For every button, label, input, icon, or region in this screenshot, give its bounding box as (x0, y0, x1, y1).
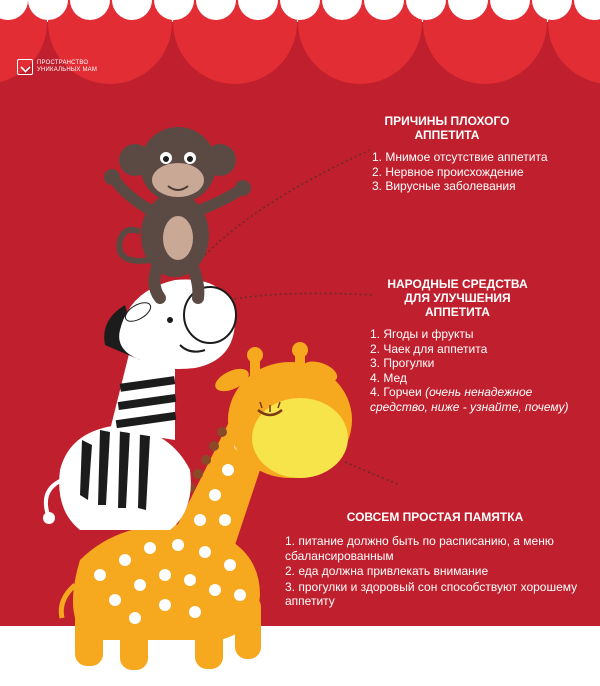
list-item: 2. еда должна привлекать внимание (285, 564, 489, 578)
list-item: 4. Мед (370, 370, 407, 385)
monkey (104, 127, 251, 298)
list-item: 2. Чаек для аппетита (370, 341, 488, 356)
list-item: 2. Нервное происхождение (372, 164, 524, 179)
memo-list (285, 534, 595, 609)
remedies-title (375, 277, 540, 319)
causes-title-line-2: АППЕТИТА (414, 128, 480, 142)
list-item: 1. питание должно быть по расписанию, а меню сбалансированным (285, 534, 554, 563)
list-item (370, 385, 595, 414)
causes-title (372, 114, 522, 142)
brand-logo (17, 59, 97, 75)
memo-section (285, 510, 595, 610)
list-item: 3. прогулки и здоровый сон способствуют хорошему аппетиту (285, 579, 578, 608)
remedies-list (370, 327, 595, 414)
brand-logo-icon (17, 59, 33, 75)
causes-section (372, 114, 572, 194)
remedies-title-line-3: АППЕТИТА (425, 305, 490, 319)
causes-title-line-1: ПРИЧИНЫ ПЛОХОГО (384, 114, 510, 128)
list-item: 1. Мнимое отсутствие аппетита (372, 150, 548, 164)
remedies-title-line-1: НАРОДНЫЕ СРЕДСТВА (387, 277, 528, 291)
causes-list (372, 150, 572, 194)
brand-line-2: УНИКАЛЬНЫХ МАМ (37, 67, 98, 73)
remedies-title-line-2: ДЛЯ УЛУЧШЕНИЯ (404, 291, 511, 305)
list-item: 1. Ягоды и фрукты (370, 327, 474, 341)
remedies-section (370, 277, 595, 414)
list-item-note-cont: средство, ниже - узнайте, почему) (370, 399, 569, 414)
list-item: 3. Вирусные заболевания (372, 179, 516, 193)
brand-name (37, 60, 97, 74)
brand-line-1: ПРОСТРАНСТВО (37, 60, 89, 66)
list-item: 3. Прогулки (370, 356, 435, 370)
list-item-note: (очень ненадежное (425, 385, 533, 399)
list-item-label: 4. Горчеи (370, 385, 422, 399)
memo-title: СОВСЕМ ПРОСТАЯ ПАМЯТКА (346, 510, 524, 524)
